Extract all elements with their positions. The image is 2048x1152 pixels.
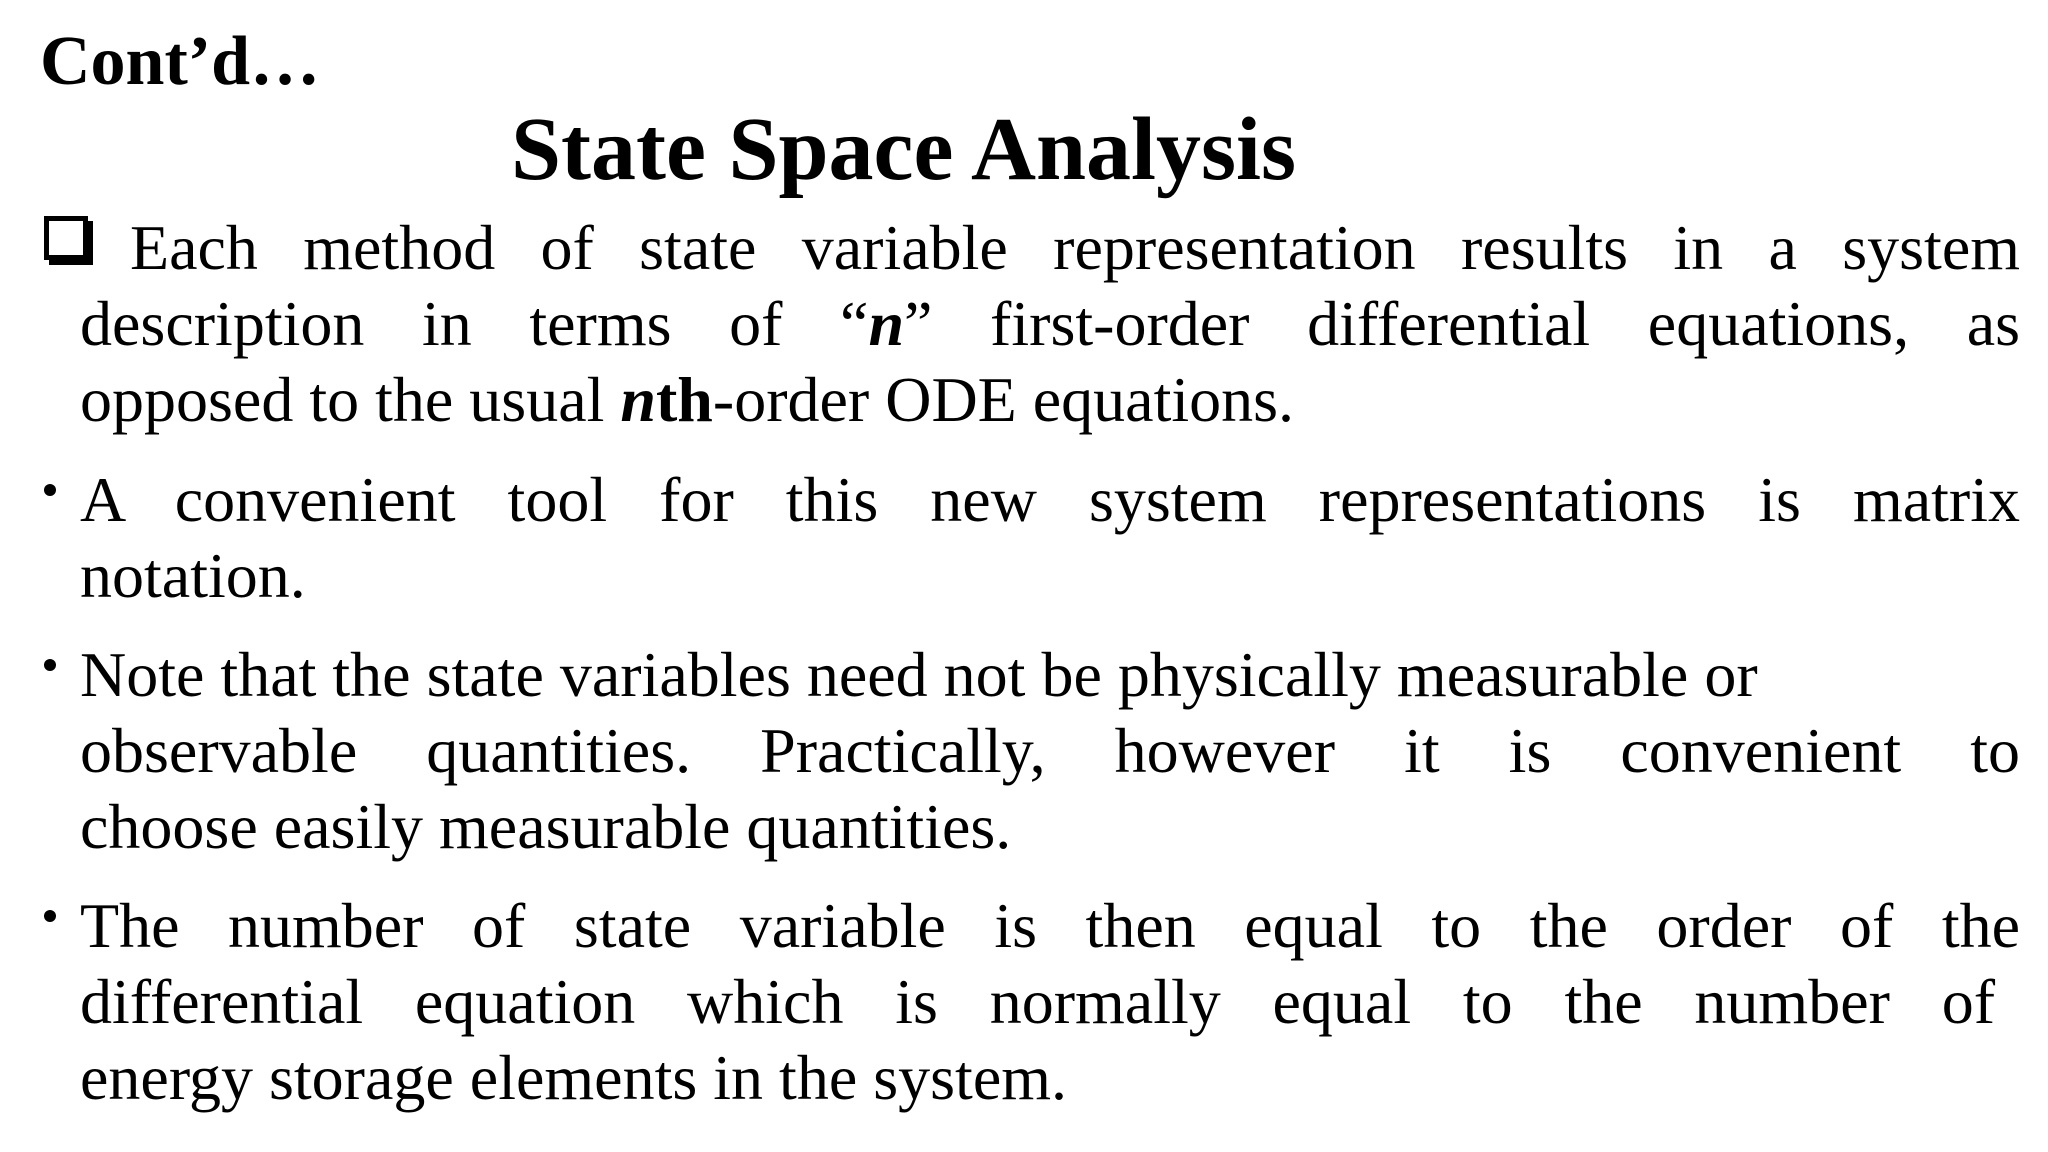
variable-n: n [868, 288, 905, 359]
bullet-icon [44, 484, 56, 496]
text-line: differential equation which is normally equal to the number of [80, 966, 1995, 1037]
text-line: A convenient tool for this new system representations is matrix [80, 464, 2020, 535]
text-line [80, 286, 2020, 362]
paragraph-number-of-state-variables [80, 888, 2020, 1116]
text-run: ” first-order differential equations, as [904, 288, 2020, 359]
bullet-icon [44, 910, 56, 922]
text-line [80, 362, 2020, 438]
text-line: observable quantities. Practically, however it is convenient to [80, 715, 2020, 786]
paragraph-matrix-notation [80, 462, 2020, 614]
variable-n: n [620, 364, 656, 435]
bullet-icon [44, 659, 56, 671]
text-line: notation. [80, 540, 306, 611]
text-line: Each method of state variable representation results in a system [130, 212, 2020, 283]
paragraph-state-variable-representation [80, 210, 2020, 438]
continued-label: Cont’d… [40, 23, 321, 100]
text-run-bold: th [655, 364, 713, 435]
text-run: -order ODE equations. [712, 364, 1295, 435]
text-line: Note that the state variables need not be physically measurable or [80, 639, 1758, 710]
paragraph-measurable-quantities [80, 637, 2020, 865]
slide-title: State Space Analysis [511, 100, 1297, 199]
text-run: description in terms of “ [80, 288, 869, 359]
text-line: The number of state variable is then equal to the order of the [80, 890, 2020, 961]
text-run: opposed to the usual [80, 364, 621, 435]
text-line: choose easily measurable quantities. [80, 791, 1012, 862]
text-line: energy storage elements in the system. [80, 1042, 1067, 1113]
